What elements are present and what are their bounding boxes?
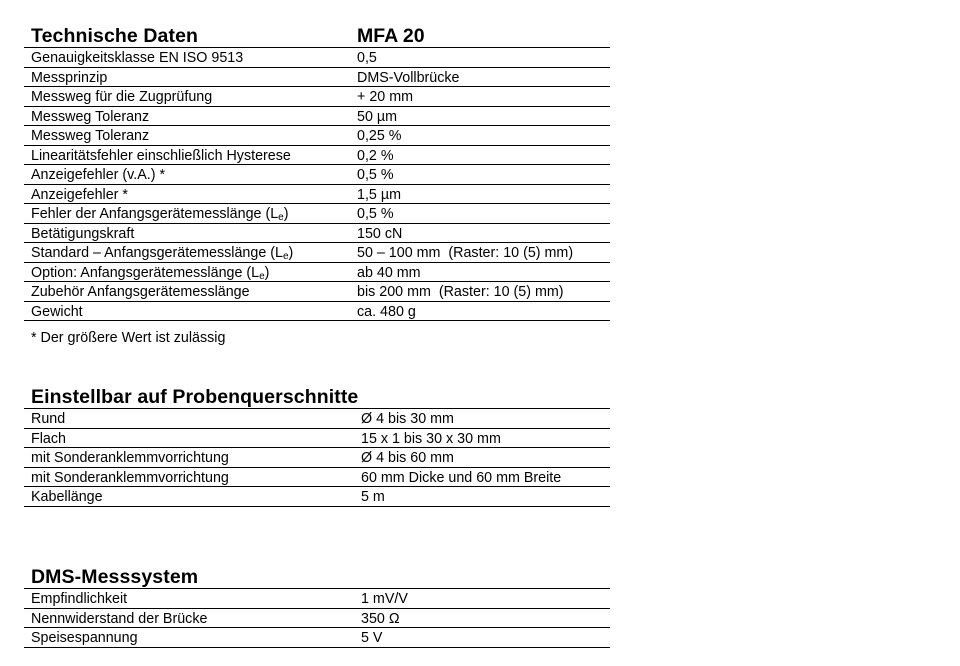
messsystem-table — [24, 566, 610, 648]
row-label: Genauigkeitsklasse EN ISO 9513 — [31, 50, 244, 66]
table-row — [24, 146, 610, 166]
row-label: Flach — [31, 430, 66, 447]
table-row — [24, 68, 610, 88]
row-value: 0,2 % — [357, 147, 394, 164]
table-row — [24, 448, 610, 468]
row-value: Ø 4 bis 30 mm — [361, 411, 454, 427]
table-row — [24, 185, 610, 205]
table-row — [24, 107, 610, 127]
table-row — [24, 165, 610, 185]
row-value: 150 cN — [357, 225, 403, 242]
row-label: mit Sonderanklemmvorrichtung — [31, 469, 229, 486]
row-value: + 20 mm — [357, 89, 414, 105]
row-label: Rund — [31, 411, 66, 427]
row-value: DMS-Vollbrücke — [357, 69, 460, 86]
table-row — [24, 609, 610, 629]
row-label: Anzeigefehler * — [31, 186, 128, 203]
row-label: Zubehör Anfangsgerätemesslänge — [31, 284, 250, 300]
table-row — [24, 224, 610, 244]
footnote: * Der größere Wert ist zulässig — [31, 330, 226, 346]
row-label: Speisespannung — [31, 630, 138, 646]
row-value: Ø 4 bis 60 mm — [361, 450, 454, 466]
section-title: DMS-Messsystem — [31, 566, 199, 588]
row-label: Messweg für die Zugprüfung — [31, 89, 213, 105]
row-value: 60 mm Dicke und 60 mm Breite — [361, 469, 562, 486]
section-title: Einstellbar auf Probenquerschnitte — [31, 386, 359, 408]
row-value: bis 200 mm (Raster: 10 (5) mm) — [357, 284, 564, 300]
row-value: 0,5 % — [357, 167, 394, 183]
row-label: mit Sonderanklemmvorrichtung — [31, 450, 229, 466]
row-label: Anzeigefehler (v.A.) * — [31, 167, 166, 183]
table-row — [24, 126, 610, 146]
row-value: 0,25 % — [357, 128, 402, 144]
row-value: 50 µm — [357, 108, 398, 125]
row-label: Messweg Toleranz — [31, 128, 150, 144]
row-value: ca. 480 g — [357, 303, 416, 320]
row-label: Gewicht — [31, 303, 83, 320]
row-label: Option: Anfangsgerätemesslänge $(L_e)$ — [31, 264, 270, 282]
table-row — [24, 263, 610, 283]
table-row — [24, 204, 610, 224]
row-value: 50 – 100 mm (Raster: 10 (5) mm) — [357, 245, 574, 261]
row-label: Empfindlichkeit — [31, 591, 128, 607]
table-row — [24, 628, 610, 648]
row-value: 0,5 % — [357, 206, 394, 222]
table-row — [24, 468, 610, 488]
row-value: 0,5 — [357, 50, 377, 66]
row-value: 5 V — [361, 630, 383, 646]
probenquerschnitte-table — [24, 386, 610, 507]
row-label: Fehler der Anfangsgerätemesslänge $(L_e)$ — [31, 206, 289, 223]
table-row — [24, 282, 610, 302]
table-row — [24, 48, 610, 68]
row-label: Linearitätsfehler einschließlich Hysterese — [31, 147, 291, 164]
row-label: Nennwiderstand der Brücke — [31, 610, 208, 627]
row-value: ab 40 mm — [357, 264, 421, 281]
table-row — [24, 487, 610, 507]
section-title: Technische Daten — [31, 25, 199, 47]
row-value: 5 m — [361, 489, 385, 505]
row-label: Messweg Toleranz — [31, 108, 150, 125]
table-row — [24, 429, 610, 449]
row-value: 350 Ω — [361, 610, 400, 627]
row-value: 1 mV/V — [361, 591, 408, 607]
table-row — [24, 87, 610, 107]
table-row — [24, 409, 610, 429]
row-label: Betätigungskraft — [31, 225, 135, 242]
row-label: Kabellänge — [31, 489, 103, 505]
model-title: MFA 20 — [357, 25, 425, 47]
table-row — [24, 302, 610, 322]
table-header — [24, 566, 610, 589]
table-header — [24, 386, 610, 409]
technische-daten-table — [24, 25, 610, 321]
row-label: Messprinzip — [31, 69, 108, 86]
row-value: 15 x 1 bis 30 x 30 mm — [361, 430, 501, 447]
table-row — [24, 243, 610, 263]
row-label: Standard – Anfangsgerätemesslänge $(L_e)$ — [31, 245, 294, 262]
row-value: 1,5 µm — [357, 186, 401, 203]
table-row — [24, 589, 610, 609]
table-header — [24, 25, 610, 48]
